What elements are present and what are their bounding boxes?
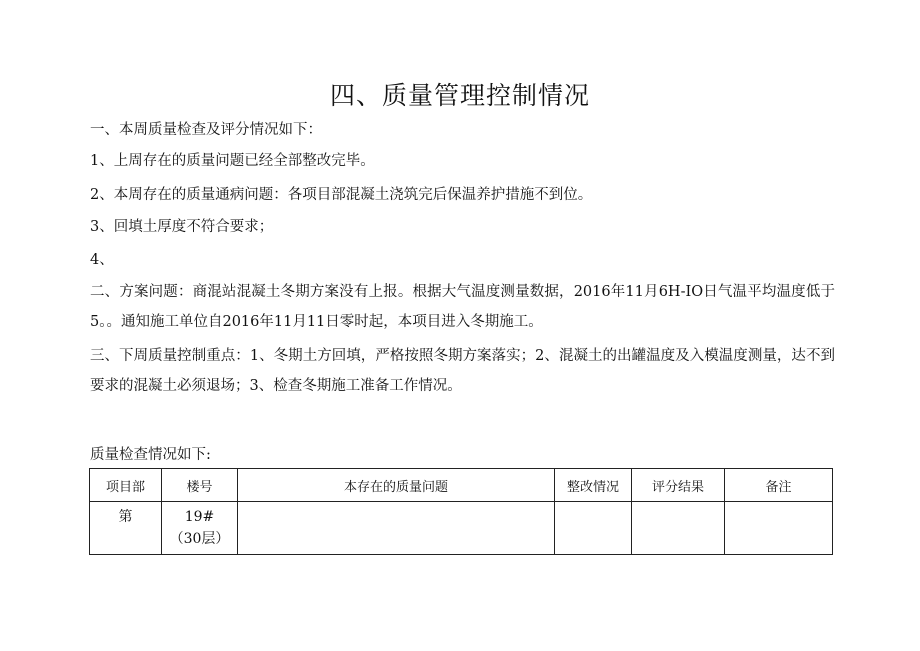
cell-building-floors: （30层） bbox=[169, 531, 230, 547]
item-common-quality-issue: 2、本周存在的质量通病问题：各项目部混凝土浇筑完后保温养护措施不到位。 bbox=[90, 187, 593, 203]
page-title: 四、质量管理控制情况 bbox=[329, 81, 590, 110]
cell-project-dept: 第 bbox=[90, 502, 162, 555]
header-remark: 备注 bbox=[725, 469, 833, 502]
item-last-week-issues: 1、上周存在的质量问题已经全部整改完毕。 bbox=[90, 153, 375, 169]
header-score: 评分结果 bbox=[632, 469, 725, 502]
cell-building-number: 19# bbox=[184, 509, 215, 525]
table-header-row bbox=[90, 469, 833, 502]
table-caption: 质量检查情况如下: bbox=[90, 447, 211, 463]
cell-quality-issue bbox=[238, 502, 555, 555]
cell-score bbox=[632, 502, 725, 555]
header-rectification: 整改情况 bbox=[555, 469, 632, 502]
section-scheme-issues: 二、方案问题：商混站混凝土冬期方案没有上报。根据大气温度测量数据，2016年11月6H-IO日气温平均温度低于5。。通知施工单位自2016年11月11日零时起，本项目进入冬期施工。 bbox=[90, 284, 835, 330]
cell-remark bbox=[725, 502, 833, 555]
cell-rectification bbox=[555, 502, 632, 555]
table-row bbox=[90, 502, 833, 555]
quality-inspection-table bbox=[89, 468, 833, 555]
item-backfill-thickness: 3、回填土厚度不符合要求； bbox=[90, 219, 274, 235]
header-quality-issue: 本存在的质量问题 bbox=[238, 469, 555, 502]
item-four: 4、 bbox=[90, 252, 114, 268]
cell-building bbox=[162, 502, 238, 555]
header-building: 楼号 bbox=[162, 469, 238, 502]
section-weekly-inspection-heading: 一、本周质量检查及评分情况如下： bbox=[90, 122, 322, 138]
section-next-week-focus: 三、下周质量控制重点：1、冬期土方回填，严格按照冬期方案落实；2、混凝土的出罐温度及入模温度测量，达不到要求的混凝土必须退场；3、检查冬期施工准备工作情况。 bbox=[90, 348, 835, 394]
header-project-dept: 项目部 bbox=[90, 469, 162, 502]
